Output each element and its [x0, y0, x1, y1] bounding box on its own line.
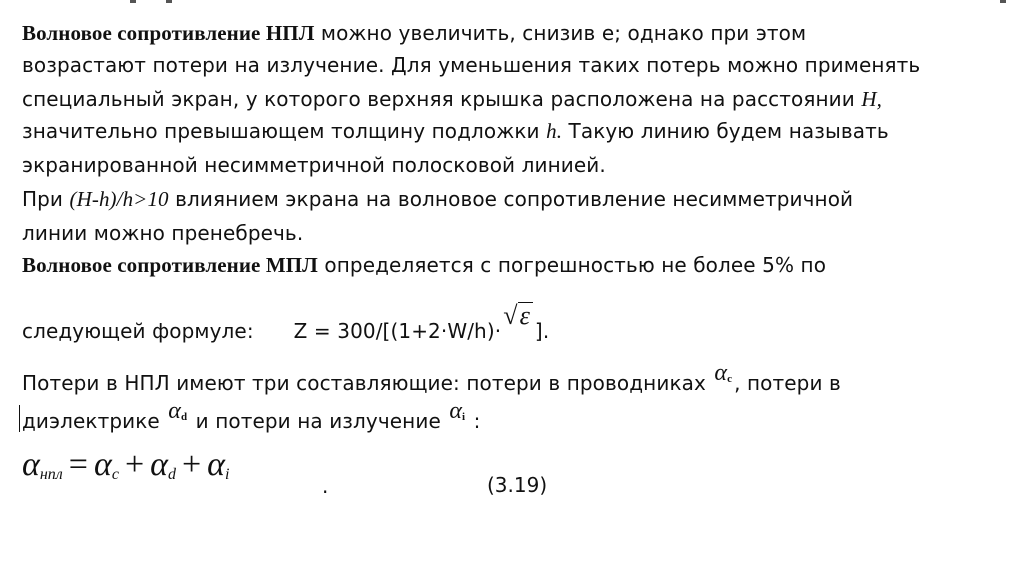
text: диэлектрике: [22, 409, 167, 433]
text: :: [467, 409, 481, 433]
paragraph-3-line-1: [22, 252, 826, 278]
alpha: α: [168, 398, 181, 424]
variable-H: H,: [861, 87, 882, 111]
impedance-formula-end: ].: [534, 319, 550, 343]
text: , потери в: [734, 371, 841, 395]
text: и потери на излучение: [189, 409, 448, 433]
condition-expression: (H-h)/h>10: [69, 187, 169, 211]
text-cursor: [19, 405, 20, 432]
alpha: α: [714, 360, 728, 386]
text: Потери в НПЛ имеют три составляющие: потери в проводниках: [22, 371, 713, 395]
paragraph-1-line-5: экранированной несимметричной полосковой линией.: [22, 153, 606, 177]
subscript: d: [180, 411, 188, 423]
alpha: α: [449, 398, 463, 424]
subscript-d: d: [167, 466, 176, 483]
scan-mark: [1000, 0, 1006, 3]
text: можно увеличить, снизив е; однако при этом: [314, 21, 807, 45]
subscript: i: [462, 411, 466, 423]
term-mpl-impedance: Волновое сопротивление МПЛ: [22, 253, 318, 277]
text: При: [22, 187, 70, 211]
text: Такую линию будем называть: [562, 119, 889, 143]
formula-label: следующей формуле:: [22, 319, 254, 343]
equation-number: (3.19): [487, 473, 548, 497]
sqrt-epsilon: √ε: [503, 302, 533, 329]
text: определяется с погрешностью не более 5% по: [317, 253, 827, 277]
alpha-i: α: [207, 446, 226, 483]
loss-equation: [22, 446, 229, 484]
alpha-lhs: α: [22, 446, 40, 483]
paragraph-4-line-2: [22, 398, 481, 438]
alpha-c: α: [93, 446, 112, 483]
paragraph-3-line-2: [22, 301, 550, 344]
plus-sign: +: [181, 446, 202, 483]
scan-mark: [130, 0, 136, 3]
text: влиянием экрана на волновое сопротивление несимметричной: [168, 187, 854, 211]
term-npl-impedance: Волновое сопротивление НПЛ: [22, 21, 315, 45]
subscript-c: c: [111, 466, 119, 483]
alpha-d: α: [150, 446, 168, 483]
alpha-d-symbol: [168, 398, 187, 428]
text: значительно превышающем толщину подложки: [22, 119, 547, 143]
variable-h: h.: [546, 119, 563, 143]
impedance-formula-start: Z = 300/[(1+2·W/h)·: [293, 319, 502, 343]
alpha-i-symbol: [449, 398, 465, 428]
paragraph-1-line-1: [22, 20, 806, 46]
paragraph-1-line-4: [22, 118, 889, 144]
epsilon-symbol: ε: [518, 302, 533, 329]
plus-sign: +: [124, 446, 145, 483]
paragraph-1-line-3: [22, 86, 882, 112]
subscript-i: i: [225, 466, 230, 483]
paragraph-2-line-2: линии можно пренебречь.: [22, 221, 304, 245]
subscript: c: [727, 373, 733, 385]
scan-mark: [166, 0, 172, 3]
equation-period: .: [322, 474, 329, 498]
paragraph-2-line-1: [22, 186, 853, 212]
text: специальный экран, у которого верхняя крышка расположена на расстоянии: [22, 87, 862, 111]
alpha-c-symbol: [714, 360, 732, 390]
paragraph-1-line-2: возрастают потери на излучение. Для уменьшения таких потерь можно применять: [22, 53, 921, 77]
paragraph-4-line-1: [22, 360, 841, 400]
equals-sign: =: [68, 446, 88, 483]
subscript-npl: нпл: [39, 466, 63, 483]
